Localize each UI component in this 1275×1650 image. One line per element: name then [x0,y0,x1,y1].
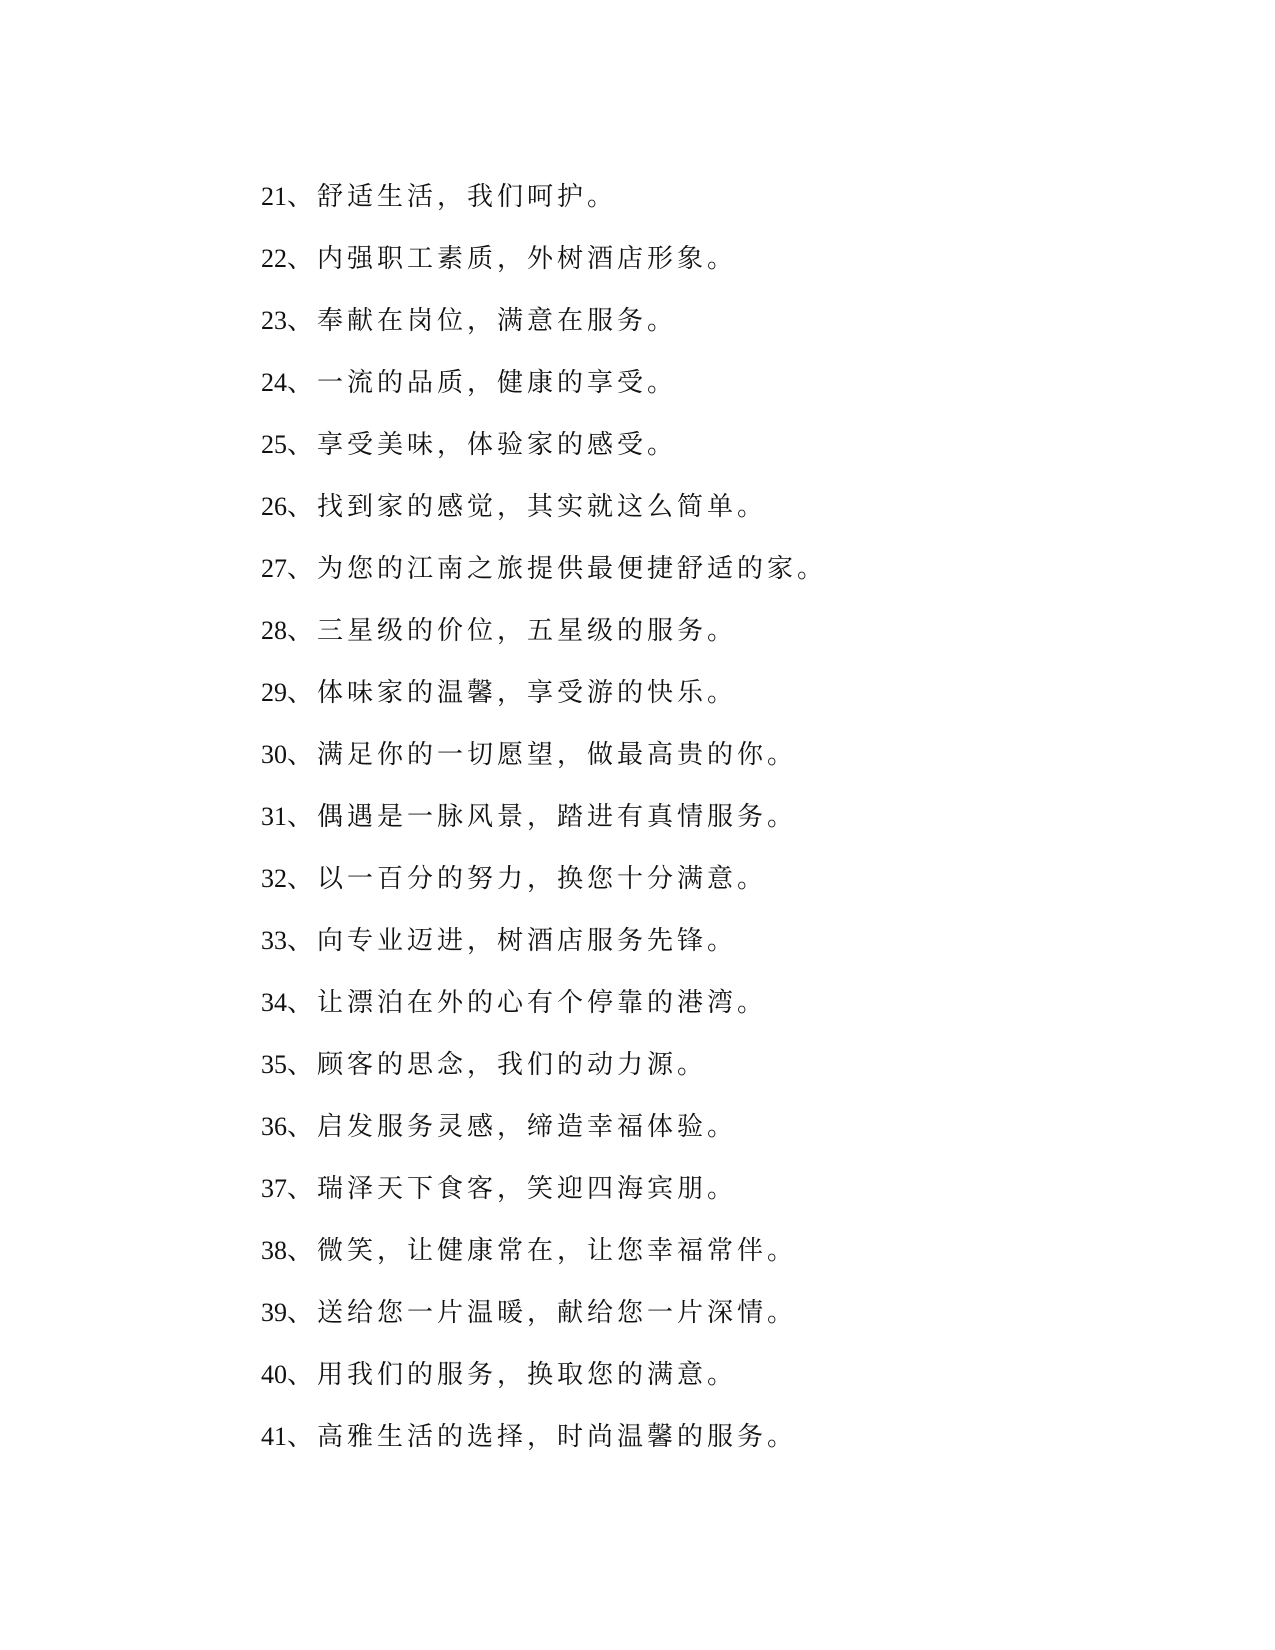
item-text: 让漂泊在外的心有个停靠的港湾。 [317,988,768,1018]
item-number: 40 [261,1360,287,1389]
list-item [261,972,827,1034]
item-text: 向专业迈进，树酒店服务先锋。 [317,926,738,956]
item-number: 23 [261,306,287,335]
item-number: 39 [261,1298,287,1327]
item-number: 32 [261,864,287,893]
item-number: 29 [261,678,287,707]
list-item [261,1344,827,1406]
item-number: 37 [261,1174,287,1203]
item-separator: 、 [287,554,318,584]
item-number: 36 [261,1112,287,1141]
list-item [261,166,827,228]
item-separator: 、 [287,492,318,522]
item-separator: 、 [287,740,318,770]
item-text: 体味家的温馨，享受游的快乐。 [317,678,738,708]
list-item [261,538,827,600]
item-number: 34 [261,988,287,1017]
item-number: 22 [261,244,287,273]
item-separator: 、 [287,1422,318,1452]
list-item [261,1220,827,1282]
item-text: 启发服务灵感，缔造幸福体验。 [317,1112,738,1142]
item-text: 送给您一片温暖，献给您一片深情。 [317,1298,798,1328]
item-text: 偶遇是一脉风景，踏进有真情服务。 [317,802,798,832]
list-item [261,724,827,786]
item-text: 舒适生活，我们呵护。 [317,182,618,212]
item-text: 内强职工素质，外树酒店形象。 [317,244,738,274]
item-separator: 、 [287,864,318,894]
list-item [261,1406,827,1468]
item-separator: 、 [287,988,318,1018]
list-item [261,352,827,414]
item-separator: 、 [287,1112,318,1142]
slogan-list [261,166,827,1468]
item-number: 21 [261,182,287,211]
list-item [261,1282,827,1344]
item-text: 一流的品质，健康的享受。 [317,368,678,398]
item-number: 33 [261,926,287,955]
list-item [261,910,827,972]
item-separator: 、 [287,244,318,274]
list-item [261,290,827,352]
list-item [261,1158,827,1220]
item-separator: 、 [287,430,318,460]
item-number: 35 [261,1050,287,1079]
item-number: 31 [261,802,287,831]
item-separator: 、 [287,616,318,646]
item-text: 满足你的一切愿望，做最高贵的你。 [317,740,798,770]
item-text: 微笑，让健康常在，让您幸福常伴。 [317,1236,798,1266]
item-separator: 、 [287,1298,318,1328]
list-item [261,848,827,910]
item-separator: 、 [287,368,318,398]
item-number: 38 [261,1236,287,1265]
item-number: 27 [261,554,287,583]
list-item [261,600,827,662]
item-separator: 、 [287,306,318,336]
item-separator: 、 [287,1174,318,1204]
item-number: 28 [261,616,287,645]
item-text: 用我们的服务，换取您的满意。 [317,1360,738,1390]
item-text: 奉献在岗位，满意在服务。 [317,306,678,336]
item-number: 41 [261,1422,287,1451]
item-text: 享受美味，体验家的感受。 [317,430,678,460]
item-text: 瑞泽天下食客，笑迎四海宾朋。 [317,1174,738,1204]
item-text: 找到家的感觉，其实就这么简单。 [317,492,768,522]
item-separator: 、 [287,926,318,956]
item-text: 高雅生活的选择，时尚温馨的服务。 [317,1422,798,1452]
list-item [261,1096,827,1158]
item-separator: 、 [287,1050,318,1080]
item-separator: 、 [287,182,318,212]
list-item [261,476,827,538]
item-number: 25 [261,430,287,459]
item-separator: 、 [287,1236,318,1266]
list-item [261,786,827,848]
list-item [261,1034,827,1096]
item-separator: 、 [287,1360,318,1390]
item-separator: 、 [287,802,318,832]
item-separator: 、 [287,678,318,708]
item-text: 顾客的思念，我们的动力源。 [317,1050,708,1080]
item-number: 24 [261,368,287,397]
list-item [261,414,827,476]
item-text: 以一百分的努力，换您十分满意。 [317,864,768,894]
list-item [261,662,827,724]
item-text: 为您的江南之旅提供最便捷舒适的家。 [317,554,828,584]
list-item [261,228,827,290]
item-text: 三星级的价位，五星级的服务。 [317,616,738,646]
item-number: 26 [261,492,287,521]
item-number: 30 [261,740,287,769]
